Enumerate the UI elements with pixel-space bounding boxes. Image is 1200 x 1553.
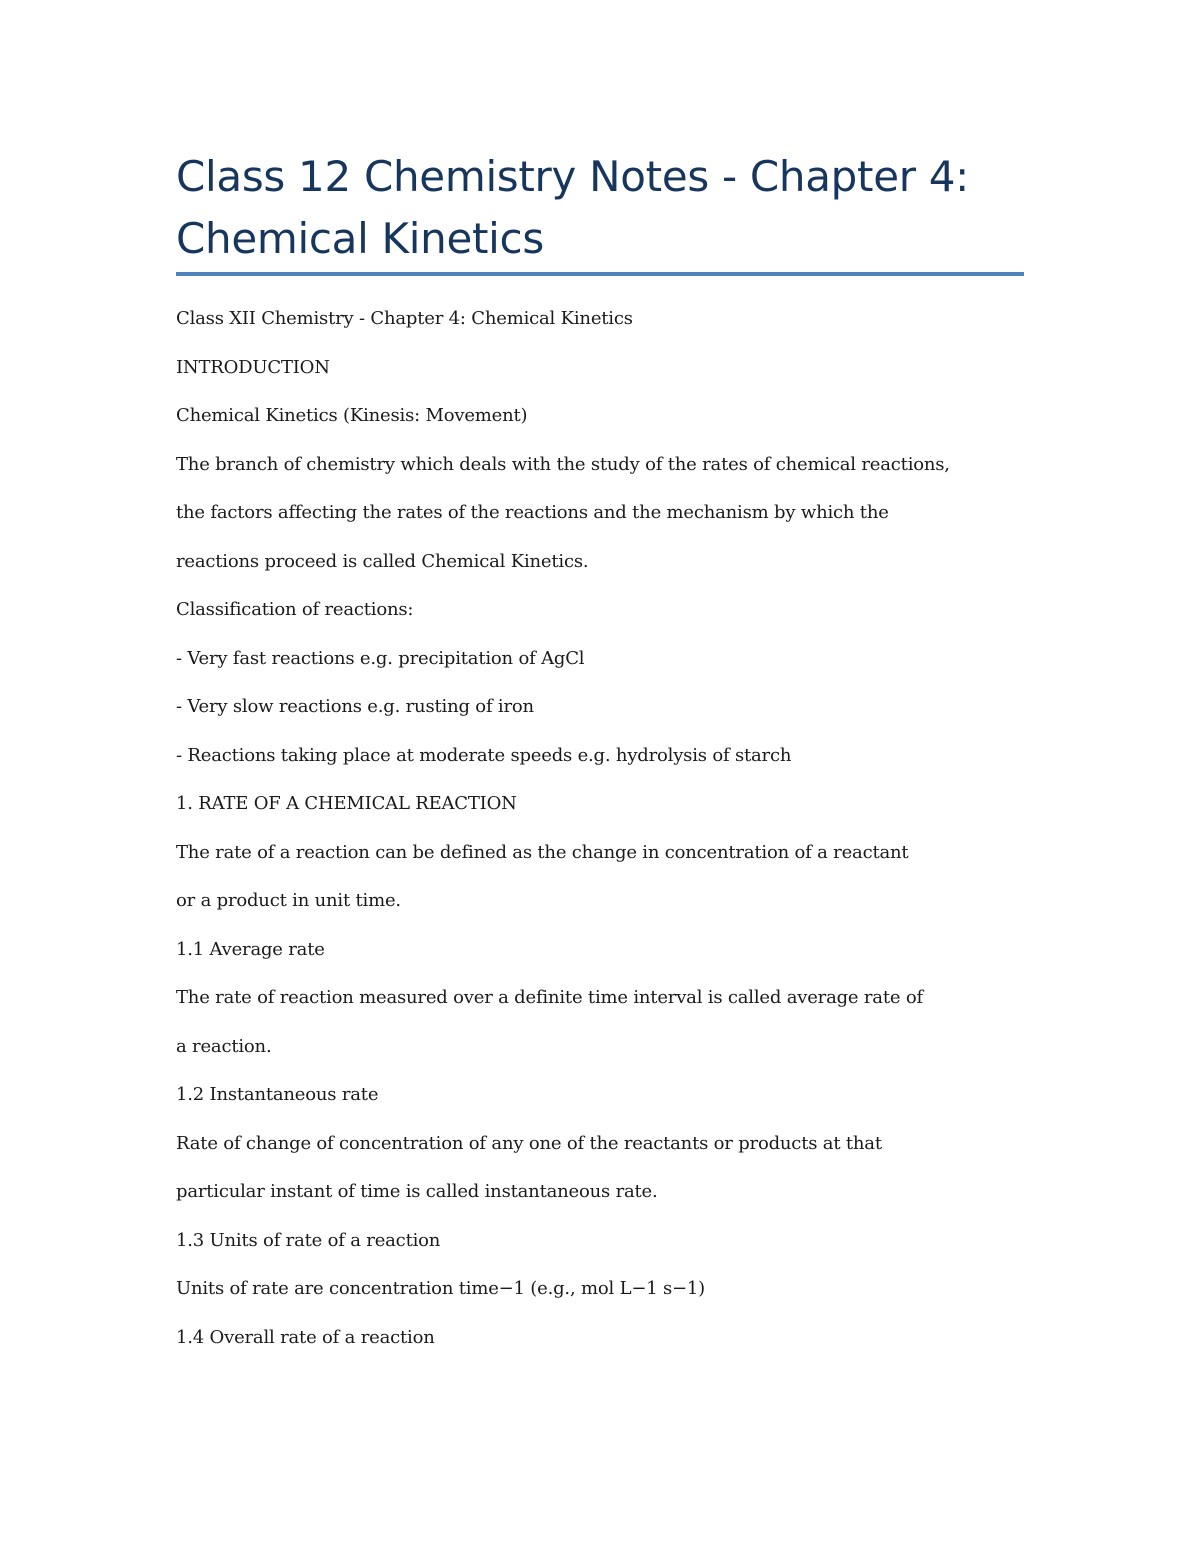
paragraph-line: particular instant of time is called instantaneous rate. — [176, 1181, 658, 1202]
list-item: - Very slow reactions e.g. rusting of iron — [176, 696, 534, 717]
paragraph-line: the factors affecting the rates of the reactions and the mechanism by which the — [176, 502, 889, 523]
section-heading-rate: 1. RATE OF A CHEMICAL REACTION — [176, 793, 517, 814]
paragraph-line: reactions proceed is called Chemical Kinetics. — [176, 550, 589, 572]
paragraph-line: The rate of reaction measured over a definite time interval is called average rate of — [176, 987, 923, 1008]
subtitle-line: Class XII Chemistry - Chapter 4: Chemical Kinetics — [176, 308, 633, 329]
page-title-line-2: Chemical Kinetics — [176, 214, 544, 263]
list-item: - Reactions taking place at moderate speeds e.g. hydrolysis of starch — [176, 744, 792, 766]
page-title — [176, 146, 1036, 270]
document-body — [176, 304, 1036, 1371]
paragraph-line: a reaction. — [176, 1035, 272, 1057]
paragraph-line: Rate of change of concentration of any one of the reactants or products at that — [176, 1132, 882, 1154]
subsection-heading: 1.3 Units of rate of a reaction — [176, 1229, 441, 1251]
title-underline — [176, 272, 1024, 276]
subsection-heading: 1.4 Overall rate of a reaction — [176, 1326, 435, 1348]
paragraph-line: The rate of a reaction can be defined as the change in concentration of a reactant — [176, 841, 909, 863]
paragraph-line: The branch of chemistry which deals with the study of the rates of chemical reactions, — [176, 453, 950, 475]
subsection-heading: 1.1 Average rate — [176, 938, 325, 960]
page-title-line-1: Class 12 Chemistry Notes - Chapter 4: — [176, 152, 970, 201]
paragraph-line: or a product in unit time. — [176, 890, 401, 911]
list-item: - Very fast reactions e.g. precipitation of AgCl — [176, 647, 585, 669]
paragraph-line: Units of rate are concentration time−1 (e.g., mol L−1 s−1) — [176, 1278, 705, 1299]
paragraph-line: Classification of reactions: — [176, 599, 414, 620]
subsection-heading: 1.2 Instantaneous rate — [176, 1084, 379, 1105]
paragraph-line: Chemical Kinetics (Kinesis: Movement) — [176, 405, 528, 426]
section-heading-introduction: INTRODUCTION — [176, 356, 330, 378]
